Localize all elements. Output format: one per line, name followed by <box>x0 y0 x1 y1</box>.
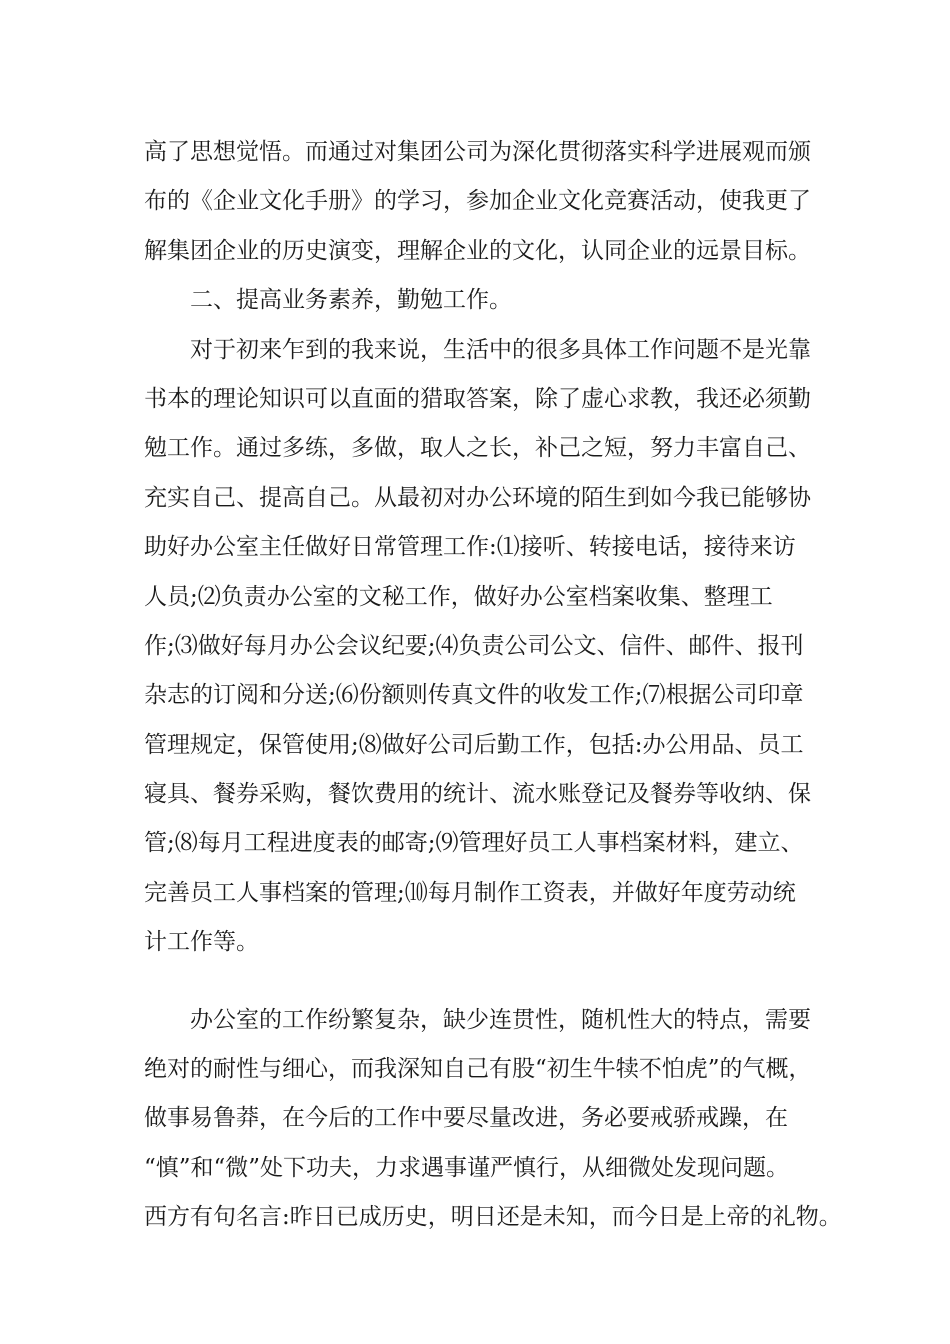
text-line: 助好办公室主任做好日常管理工作:⑴接听、转接电话，接待来访 <box>144 534 796 561</box>
paragraph-gap <box>144 968 834 996</box>
text-line: 对于初来乍到的我来说，生活中的很多具体工作问题不是光靠 <box>190 336 811 363</box>
document-body <box>144 128 842 1243</box>
text-line: 完善员工人事档案的管理;⑽每月制作工资表，并做好年度劳动统 <box>144 879 796 906</box>
text-line: 寝具、餐券采购，餐饮费用的统计、流水账登记及餐券等收纳、保 <box>144 781 811 808</box>
text-line: 杂志的订阅和分送;⑹份额则传真文件的收发工作;⑺根据公司印章 <box>144 682 804 709</box>
text-line: 绝对的耐性与细心，而我深知自己有股“初生牛犊不怕虎”的气概， <box>144 1056 812 1083</box>
text-line: 勉工作。通过多练，多做，取人之长，补己之短，努力丰富自己、 <box>144 435 811 462</box>
text-line: 高了思想觉悟。而通过对集团公司为深化贯彻落实科学进展观而颁 <box>144 139 811 165</box>
text-line: 管;⑻每月工程进度表的邮寄;⑼管理好员工人事档案材料，建立、 <box>144 830 804 857</box>
text-line: 书本的理论知识可以直面的猎取答案，除了虚心求教，我还必须勤 <box>144 385 811 412</box>
text-line: 解集团企业的历史演变，理解企业的文化，认同企业的远景目标。 <box>144 237 811 264</box>
text-line: 布的《企业文化手册》的学习，参加企业文化竞赛活动，使我更了 <box>144 188 811 215</box>
text-line: “慎”和“微”处下功夫，力求遇事谨严慎行，从细微处发现问题。 <box>144 1154 790 1181</box>
text-line: 做事易鲁莽，在今后的工作中要尽量改进，务必要戒骄戒躁，在 <box>144 1105 788 1132</box>
text-line: 作;⑶做好每月办公会议纪要;⑷负责公司公文、信件、邮件、报刊 <box>144 632 804 659</box>
text-line: 计工作等。 <box>144 929 259 956</box>
section-heading: 二、提高业务素养，勤勉工作。 <box>190 287 512 314</box>
text-line: 人员;⑵负责办公室的文秘工作，做好办公室档案收集、整理工 <box>144 583 773 610</box>
text-line: 管理规定，保管使用;⑻做好公司后勤工作，包括:办公用品、员工 <box>144 731 804 758</box>
text-line: 充实自己、提高自己。从最初对办公环境的陌生到如今我已能够协 <box>144 484 811 511</box>
text-line: 西方有句名言:昨日已成历史，明日还是未知，而今日是上帝的礼物。 <box>144 1204 842 1231</box>
text-line: 办公室的工作纷繁复杂，缺少连贯性，随机性大的特点，需要 <box>190 1006 811 1033</box>
